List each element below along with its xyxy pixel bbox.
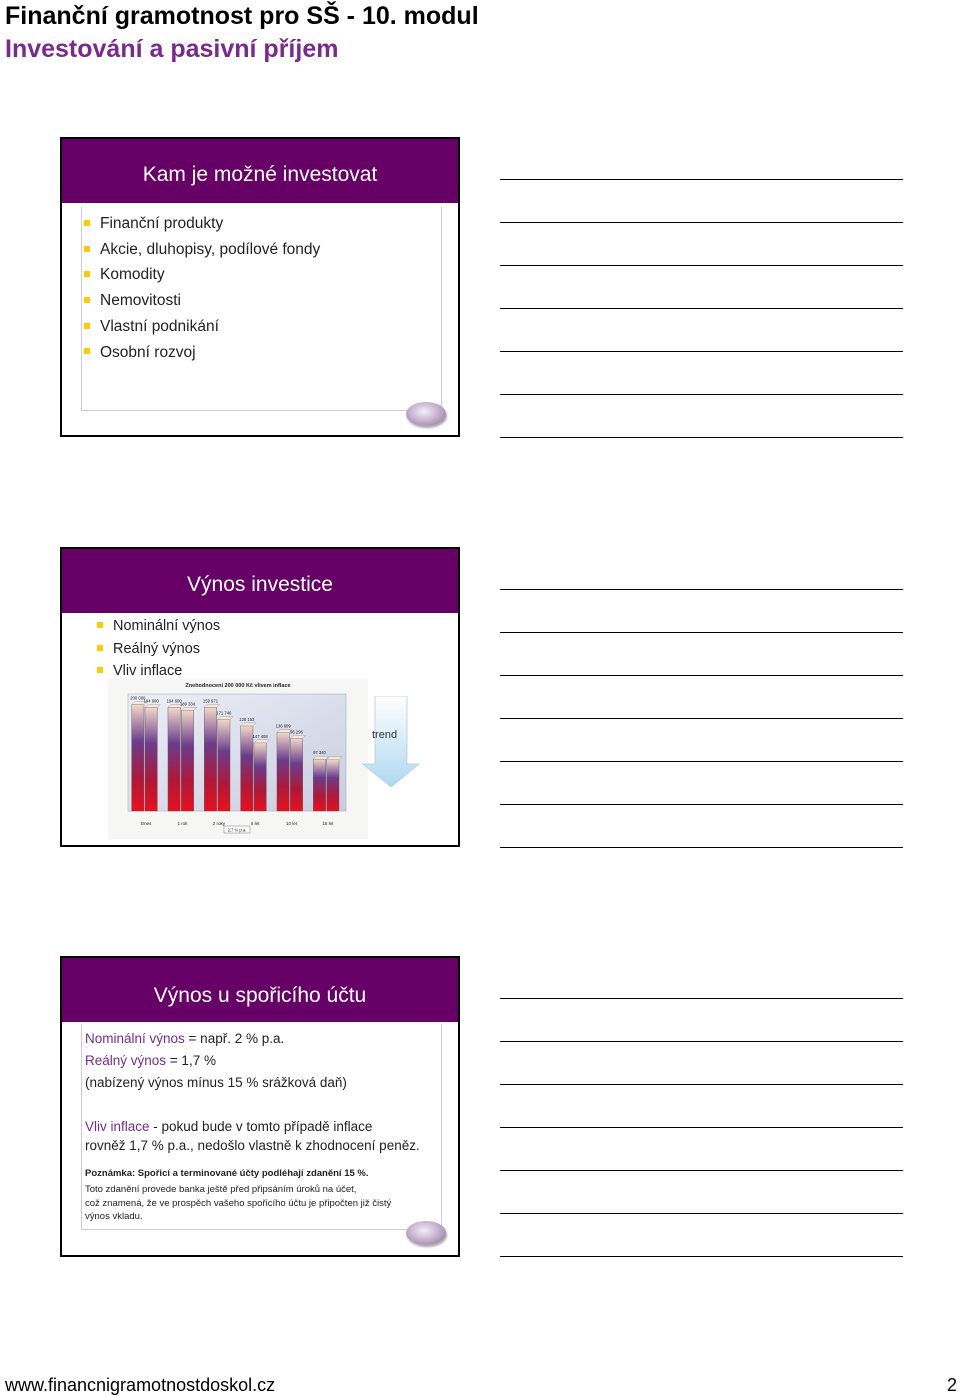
document-subtitle: Investování a pasivní příjem <box>5 35 339 63</box>
chart-bar <box>145 708 157 811</box>
data-label: 97 340 <box>313 750 326 756</box>
document-title: Finanční gramotnost pro SŠ - 10. modul <box>5 2 479 30</box>
bullet-item: Nemovitosti <box>82 288 320 314</box>
data-label: 200 000 <box>130 695 146 701</box>
coin-logo-icon <box>406 1221 446 1245</box>
notes-line <box>500 632 903 633</box>
bullet-icon <box>84 323 90 329</box>
bullet-icon <box>84 348 90 354</box>
chart-bar <box>132 705 144 811</box>
slide-where-to-invest <box>60 137 460 437</box>
inflation-line-2: rovněž 1,7 % p.a., nedošlo vlastně k zhodnocení peněz. <box>85 1138 420 1153</box>
notes-line <box>500 1170 903 1171</box>
slide-savings-account-return <box>60 956 460 1257</box>
down-arrow-icon <box>362 696 420 788</box>
bullet-list <box>82 211 320 365</box>
bullet-list <box>95 615 220 683</box>
slide-heading: Výnos u spořicího účtu <box>62 958 458 1022</box>
bullet-item: Vlastní podnikání <box>82 314 320 340</box>
notes-line <box>500 804 903 805</box>
x-tick-label: 1 rok <box>177 821 188 826</box>
slide-heading: Výnos investice <box>62 549 458 613</box>
x-tick-label: Dnes <box>140 821 152 826</box>
notes-line <box>500 1084 903 1085</box>
x-tick-label: 15 let <box>322 821 334 826</box>
chart-bar <box>204 708 216 811</box>
data-label: 171 746 <box>216 710 232 716</box>
notes-line <box>500 998 903 999</box>
data-label: 136 609 <box>275 723 291 729</box>
bullet-item: Komodity <box>82 262 320 288</box>
bullet-icon <box>84 220 90 226</box>
bullet-icon <box>84 297 90 303</box>
notes-line <box>500 761 903 762</box>
chart-bar <box>181 710 193 811</box>
chart-bar <box>218 720 230 811</box>
tax-explanation: (nabízený výnos mínus 15 % srážková daň) <box>85 1075 347 1090</box>
inflation-chart <box>108 679 368 839</box>
note-text: což znamená, že ve prospěch vašeho spořicího účtu je připočten již čistý <box>85 1197 392 1209</box>
bullet-icon <box>97 622 103 628</box>
chart-bar <box>290 738 302 811</box>
notes-line <box>500 1127 903 1128</box>
bullet-icon <box>84 271 90 277</box>
x-tick-label: 5 let <box>250 821 260 826</box>
notes-line <box>500 1041 903 1042</box>
trend-arrow <box>362 696 420 788</box>
note-heading: Poznámka: Spořicí a terminované účty podléhají zdanění 15 %. <box>85 1168 369 1179</box>
note-text: Toto zdanění provede banka ještě před připsáním úroků na účet, <box>85 1184 357 1195</box>
bullet-icon <box>84 246 90 252</box>
notes-line <box>500 222 903 223</box>
notes-line <box>500 1213 903 1214</box>
bullet-item: Reálný výnos <box>95 638 220 661</box>
bullet-item: Akcie, dluhopisy, podílové fondy <box>82 237 320 263</box>
notes-line <box>500 351 903 352</box>
coin-logo-icon <box>406 402 446 426</box>
data-label: 147 408 <box>252 733 268 739</box>
page-number: 2 <box>946 1375 957 1395</box>
chart-bar <box>327 760 339 811</box>
notes-line <box>500 1256 903 1257</box>
data-label: 159 971 <box>202 698 219 704</box>
bullet-item: Osobní rozvoj <box>82 340 320 366</box>
slide-investment-return <box>60 547 460 847</box>
x-tick-label: 2 roky <box>212 821 225 826</box>
notes-line <box>500 179 903 180</box>
data-label: 96 296 <box>290 729 303 735</box>
inflation-line: Vliv inflace - pokud bude v tomto případě inflace <box>85 1119 373 1134</box>
bullet-item: Finanční produkty <box>82 211 320 237</box>
data-label: 194 600 <box>143 698 159 704</box>
data-label: 194 600 <box>166 698 182 704</box>
notes-line <box>500 265 903 266</box>
notes-line <box>500 394 903 395</box>
real-return-line: Reálný výnos = 1,7 % <box>85 1053 216 1068</box>
bullet-item: Vliv inflace <box>95 660 220 683</box>
x-tick-label: 10 let <box>285 821 298 826</box>
notes-line <box>500 437 903 438</box>
legend-label: 2,7 % p.a. <box>227 827 247 833</box>
chart-bar <box>241 726 253 811</box>
chart-bar <box>168 708 180 811</box>
footer-url: www.financnigramotnostdoskol.cz <box>5 1375 276 1395</box>
notes-line <box>500 718 903 719</box>
nominal-return-line: Nominální výnos = např. 2 % p.a. <box>85 1031 285 1046</box>
data-label: 128 153 <box>239 716 255 722</box>
notes-line <box>500 308 903 309</box>
notes-line <box>500 847 903 848</box>
bullet-item: Nominální výnos <box>95 615 220 638</box>
slide-heading: Kam je možné investovat <box>62 139 458 203</box>
note-text: výnos vkladu. <box>85 1211 143 1222</box>
slide-body <box>85 1028 420 1224</box>
chart-bar <box>277 733 289 811</box>
notes-line <box>500 675 903 676</box>
notes-line <box>500 589 903 590</box>
bullet-icon <box>97 667 103 673</box>
bullet-icon <box>97 645 103 651</box>
data-label: 189 334 <box>179 701 196 707</box>
chart-bar <box>313 759 325 811</box>
chart-bar <box>254 743 266 811</box>
chart-title: Znehodnocení 200 000 Kč vlivem inflace <box>185 683 291 689</box>
trend-label: trend <box>372 729 398 741</box>
